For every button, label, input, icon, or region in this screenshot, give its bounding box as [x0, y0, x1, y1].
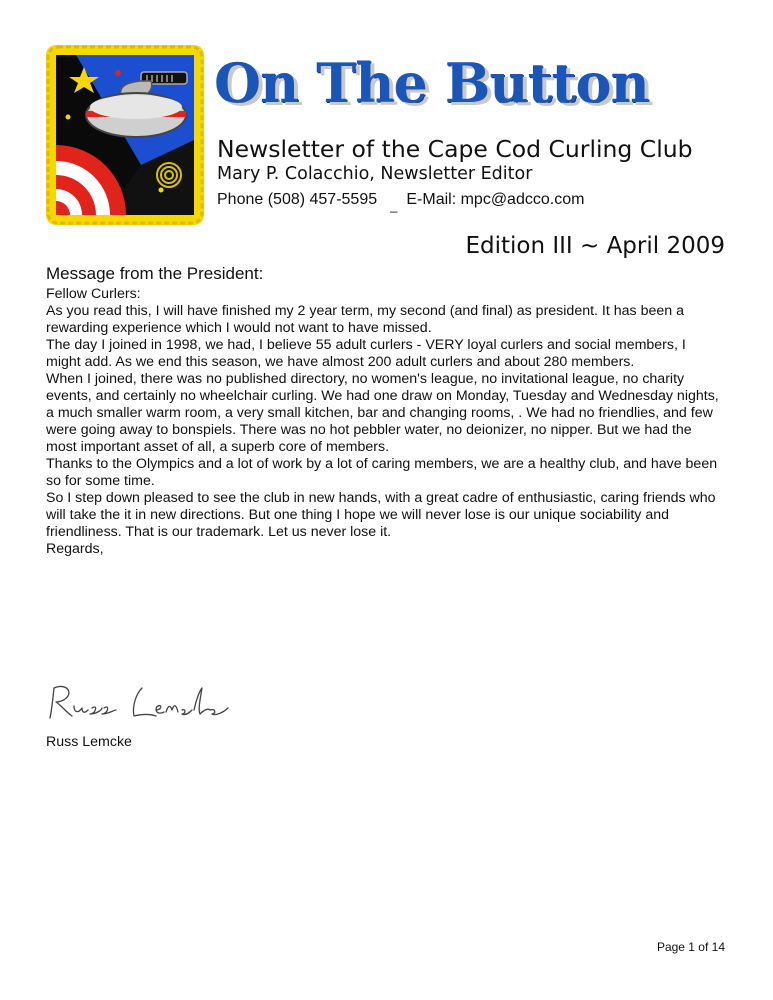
president-message — [46, 264, 722, 558]
contact-separator: _ — [390, 198, 398, 213]
email-address: E-Mail: mpc@adcco.com — [406, 191, 585, 208]
paragraph: Thanks to the Olympics and a lot of work by a lot of caring members, we are a healthy club, and have been so for some time. — [46, 456, 718, 489]
contact-line — [217, 191, 585, 213]
paragraph: As you read this, I will have finished my 2 year term, my second (and final) as president. It has been a rewarding experience which I would not want to have missed. — [46, 303, 684, 336]
article-body — [46, 286, 722, 558]
paragraph: The day I joined in 1998, we had, I believe 55 adult curlers - VERY loyal curlers and social members, I might add. As we end this season, we have almost 200 adult curlers and about 280 members. — [46, 337, 686, 370]
paragraph: Fellow Curlers: — [46, 286, 141, 302]
newsletter-subtitle: Newsletter of the Cape Cod Curling Club — [217, 135, 693, 163]
paragraph: Regards, — [46, 541, 104, 557]
paragraph: When I joined, there was no published directory, no women's league, no invitational league, no charity events, and certainly no wheelchair curling. We had one draw on Monday, Tuesday and Wednesday nights, a much smaller warm room, a very small kitchen, bar and changing rooms, . We had no friendlies, and few were going away to bonspiels. There was no hot pebbler water, no deionizer, no nipper. But we had the most important asset of all, a superb core of members. — [46, 371, 719, 455]
phone-number: Phone (508) 457-5595 — [217, 191, 378, 208]
editor-line: Mary P. Colacchio, Newsletter Editor — [217, 164, 533, 184]
edition-label: Edition III ~ April 2009 — [465, 233, 725, 259]
signer-name: Russ Lemcke — [46, 734, 132, 750]
newsletter-title: On The Button — [214, 51, 649, 115]
page-number: Page 1 of 14 — [656, 940, 725, 954]
club-logo — [46, 45, 204, 225]
signature-image — [44, 680, 234, 726]
article-heading: Message from the President: — [46, 264, 264, 283]
paragraph: So I step down pleased to see the club in new hands, with a great cadre of enthusiastic, caring friends who will take the it in new directions. But one thing I hope we will never lose is our unique sociability and friendliness. That is our trademark. Let us never lose it. — [46, 490, 716, 540]
